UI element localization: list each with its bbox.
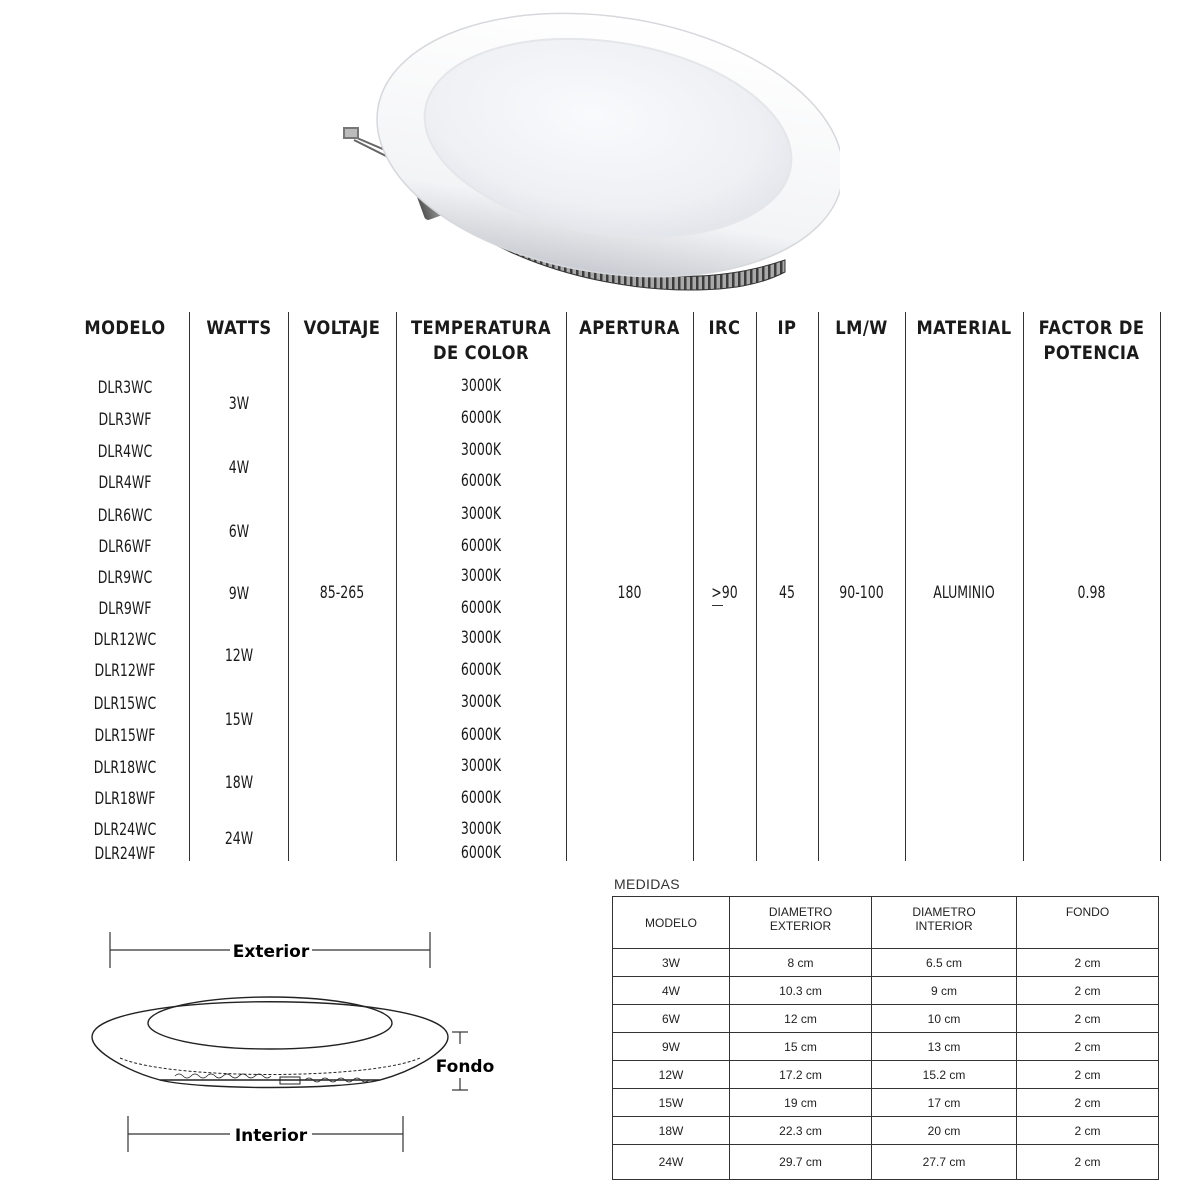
model-cell: DLR9WF bbox=[98, 599, 152, 619]
spec-table bbox=[60, 312, 1162, 862]
apertura-value: 180 bbox=[617, 583, 642, 603]
header-voltaje: VOLTAJE bbox=[303, 317, 381, 339]
medidas-cell-fondo: 2 cm bbox=[1017, 1005, 1159, 1033]
voltaje-value: 85-265 bbox=[319, 583, 365, 603]
model-cell: DLR18WF bbox=[94, 789, 156, 809]
temp-cell: 3000K bbox=[460, 628, 502, 648]
header-irc: IRC bbox=[708, 317, 741, 339]
col-divider bbox=[189, 312, 190, 861]
medidas-cell-modelo: 15W bbox=[613, 1089, 730, 1117]
watts-cell: 6W bbox=[228, 522, 250, 542]
medidas-row bbox=[613, 1089, 1159, 1117]
col-divider bbox=[1160, 312, 1161, 861]
temp-cell: 6000K bbox=[460, 788, 502, 808]
medidas-cell-fondo: 2 cm bbox=[1017, 1145, 1159, 1180]
header-lmw: LM/W bbox=[835, 317, 888, 339]
model-cell: DLR24WF bbox=[94, 844, 156, 864]
medidas-cell-interior: 10 cm bbox=[872, 1005, 1017, 1033]
medidas-cell-exterior: 10.3 cm bbox=[730, 977, 872, 1005]
temp-cell: 3000K bbox=[460, 376, 502, 396]
irc-value: >90 bbox=[711, 583, 738, 603]
medidas-cell-exterior: 12 cm bbox=[730, 1005, 872, 1033]
model-cell: DLR9WC bbox=[97, 568, 153, 588]
medidas-row bbox=[613, 949, 1159, 977]
temp-cell: 6000K bbox=[460, 843, 502, 863]
medidas-table bbox=[612, 896, 1159, 1180]
temp-cell: 3000K bbox=[460, 692, 502, 712]
medidas-cell-interior: 27.7 cm bbox=[872, 1145, 1017, 1180]
temp-cell: 6000K bbox=[460, 471, 502, 491]
model-cell: DLR4WC bbox=[97, 442, 153, 462]
exterior-label: Exterior bbox=[232, 942, 310, 962]
col-divider bbox=[566, 312, 567, 861]
product-photo-led-panel bbox=[330, 10, 840, 310]
medidas-header-diam-ext-line2: EXTERIOR bbox=[769, 919, 832, 933]
col-divider bbox=[905, 312, 906, 861]
watts-cell: 15W bbox=[224, 710, 254, 730]
medidas-cell-interior: 17 cm bbox=[872, 1089, 1017, 1117]
col-divider bbox=[818, 312, 819, 861]
medidas-cell-exterior: 29.7 cm bbox=[730, 1145, 872, 1180]
medidas-cell-fondo: 2 cm bbox=[1017, 1061, 1159, 1089]
temp-cell: 3000K bbox=[460, 504, 502, 524]
panel-outline bbox=[92, 997, 448, 1088]
medidas-header-diametro-interior bbox=[872, 897, 1017, 949]
medidas-cell-fondo: 2 cm bbox=[1017, 977, 1159, 1005]
medidas-cell-interior: 15.2 cm bbox=[872, 1061, 1017, 1089]
medidas-cell-exterior: 8 cm bbox=[730, 949, 872, 977]
medidas-header-row bbox=[613, 897, 1159, 949]
medidas-header-diam-int-line1: DIAMETRO bbox=[912, 905, 976, 919]
medidas-header-diametro-exterior bbox=[730, 897, 872, 949]
medidas-cell-modelo: 18W bbox=[613, 1117, 730, 1145]
medidas-cell-interior: 20 cm bbox=[872, 1117, 1017, 1145]
col-divider bbox=[756, 312, 757, 861]
model-cell: DLR15WF bbox=[94, 726, 156, 746]
header-temperatura-line1: TEMPERATURA bbox=[410, 317, 552, 339]
medidas-row bbox=[613, 977, 1159, 1005]
temp-cell: 3000K bbox=[460, 756, 502, 776]
header-factor-potencia bbox=[1033, 316, 1151, 366]
temp-cell: 6000K bbox=[460, 598, 502, 618]
irc-underline bbox=[712, 605, 723, 606]
temp-cell: 3000K bbox=[460, 566, 502, 586]
medidas-row bbox=[613, 1117, 1159, 1145]
header-factor-line1: FACTOR DE bbox=[1038, 317, 1145, 339]
header-apertura: APERTURA bbox=[579, 317, 680, 339]
temp-cell: 6000K bbox=[460, 660, 502, 680]
medidas-cell-modelo: 12W bbox=[613, 1061, 730, 1089]
medidas-cell-exterior: 15 cm bbox=[730, 1033, 872, 1061]
medidas-header-fondo: FONDO bbox=[1017, 897, 1159, 949]
model-cell: DLR15WC bbox=[93, 694, 157, 714]
model-cell: DLR3WC bbox=[97, 378, 153, 398]
temp-cell: 6000K bbox=[460, 408, 502, 428]
dimension-diagram bbox=[80, 920, 520, 1160]
header-ip: IP bbox=[777, 317, 797, 339]
medidas-cell-modelo: 9W bbox=[613, 1033, 730, 1061]
medidas-header-modelo: MODELO bbox=[613, 897, 730, 949]
medidas-cell-modelo: 6W bbox=[613, 1005, 730, 1033]
temp-cell: 6000K bbox=[460, 725, 502, 745]
header-temperatura-line2: DE COLOR bbox=[432, 342, 530, 364]
header-material: MATERIAL bbox=[916, 317, 1012, 339]
model-cell: DLR12WF bbox=[94, 661, 156, 681]
interior-label: Interior bbox=[234, 1126, 308, 1146]
watts-cell: 18W bbox=[224, 773, 254, 793]
factor-value: 0.98 bbox=[1077, 583, 1106, 603]
col-divider bbox=[693, 312, 694, 861]
medidas-cell-modelo: 4W bbox=[613, 977, 730, 1005]
medidas-cell-fondo: 2 cm bbox=[1017, 1033, 1159, 1061]
temp-cell: 3000K bbox=[460, 440, 502, 460]
medidas-cell-fondo: 2 cm bbox=[1017, 949, 1159, 977]
medidas-cell-fondo: 2 cm bbox=[1017, 1089, 1159, 1117]
model-cell: DLR18WC bbox=[93, 758, 157, 778]
temp-cell: 3000K bbox=[460, 819, 502, 839]
medidas-row bbox=[613, 1145, 1159, 1180]
medidas-cell-interior: 9 cm bbox=[872, 977, 1017, 1005]
col-divider bbox=[288, 312, 289, 861]
model-cell: DLR6WF bbox=[98, 537, 152, 557]
medidas-cell-modelo: 24W bbox=[613, 1145, 730, 1180]
header-watts: WATTS bbox=[206, 317, 272, 339]
medidas-row bbox=[613, 1061, 1159, 1089]
watts-cell: 3W bbox=[228, 394, 250, 414]
model-cell: DLR6WC bbox=[97, 506, 153, 526]
header-factor-line2: POTENCIA bbox=[1043, 342, 1140, 364]
medidas-cell-exterior: 22.3 cm bbox=[730, 1117, 872, 1145]
medidas-cell-modelo: 3W bbox=[613, 949, 730, 977]
material-value: ALUMINIO bbox=[933, 583, 995, 603]
medidas-cell-interior: 6.5 cm bbox=[872, 949, 1017, 977]
watts-cell: 4W bbox=[228, 458, 250, 478]
medidas-header-diam-ext-line1: DIAMETRO bbox=[768, 905, 833, 919]
watts-cell: 12W bbox=[224, 646, 254, 666]
header-modelo: MODELO bbox=[84, 317, 166, 339]
model-cell: DLR4WF bbox=[98, 473, 152, 493]
model-cell: DLR12WC bbox=[93, 630, 157, 650]
medidas-cell-interior: 13 cm bbox=[872, 1033, 1017, 1061]
temp-cell: 6000K bbox=[460, 536, 502, 556]
medidas-title: MEDIDAS bbox=[614, 876, 680, 892]
model-cell: DLR3WF bbox=[98, 410, 152, 430]
watts-cell: 9W bbox=[228, 584, 250, 604]
fondo-label: Fondo bbox=[435, 1057, 495, 1077]
col-divider bbox=[396, 312, 397, 861]
medidas-row bbox=[613, 1033, 1159, 1061]
model-cell: DLR24WC bbox=[93, 820, 157, 840]
watts-cell: 24W bbox=[224, 829, 254, 849]
col-divider bbox=[1023, 312, 1024, 861]
header-temperatura bbox=[408, 316, 554, 366]
medidas-row bbox=[613, 1005, 1159, 1033]
medidas-cell-exterior: 17.2 cm bbox=[730, 1061, 872, 1089]
medidas-cell-exterior: 19 cm bbox=[730, 1089, 872, 1117]
medidas-header-diam-int-line2: INTERIOR bbox=[915, 919, 973, 933]
lmw-value: 90-100 bbox=[839, 583, 884, 603]
ip-value: 45 bbox=[779, 583, 795, 603]
medidas-cell-fondo: 2 cm bbox=[1017, 1117, 1159, 1145]
